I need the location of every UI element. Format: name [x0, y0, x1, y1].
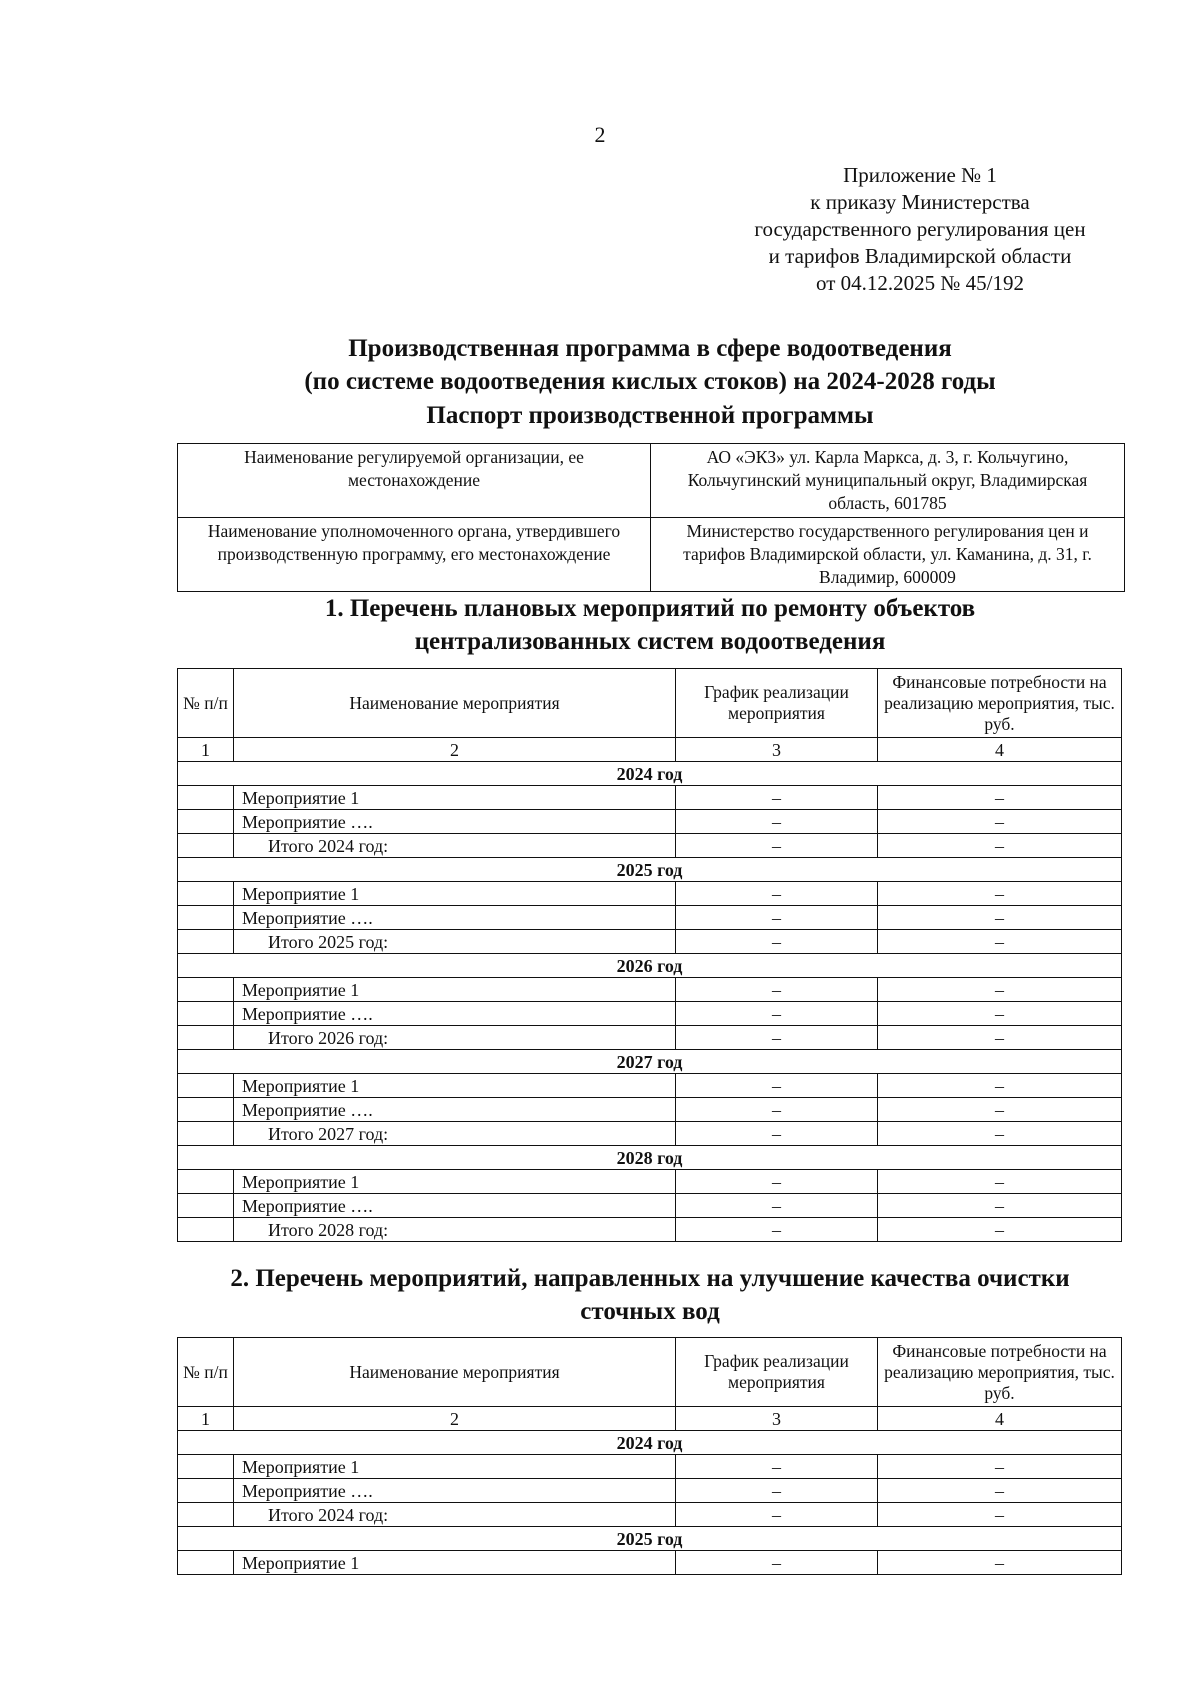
row-number [178, 1455, 234, 1479]
row-number [178, 1002, 234, 1026]
event-name: Мероприятие 1 [234, 1455, 676, 1479]
column-index: 2 [234, 738, 676, 762]
event-name: Мероприятие …. [234, 906, 676, 930]
passport-label: Наименование регулируемой организации, ее местонахождение [178, 444, 651, 518]
total-row [178, 1122, 1122, 1146]
event-schedule: – [676, 1479, 878, 1503]
year-label: 2028 год [178, 1146, 1122, 1170]
event-name: Мероприятие 1 [234, 1074, 676, 1098]
row-number [178, 1503, 234, 1527]
event-schedule: – [676, 786, 878, 810]
event-schedule: – [676, 1551, 878, 1575]
section-title-line: централизованных систем водоотведения [414, 628, 886, 655]
event-name: Итого 2028 год: [234, 1218, 676, 1242]
table-row [178, 882, 1122, 906]
passport-value: Министерство государственного регулирования цен и тарифов Владимирской области, ул. Каманина, д. 31, г. Владимир, 600009 [651, 518, 1125, 592]
section-1-table [177, 668, 1122, 1242]
event-finance: – [878, 1170, 1122, 1194]
event-name: Мероприятие …. [234, 1098, 676, 1122]
section-title-line: 1. Перечень плановых мероприятий по ремонту объектов [324, 595, 976, 622]
column-index: 3 [676, 1407, 878, 1431]
column-index: 4 [878, 738, 1122, 762]
event-name: Мероприятие …. [234, 1002, 676, 1026]
row-number [178, 1479, 234, 1503]
event-name: Мероприятие 1 [234, 1551, 676, 1575]
year-label: 2024 год [178, 1431, 1122, 1455]
page-number: 2 [594, 122, 606, 147]
table-row [178, 1170, 1122, 1194]
table-row [178, 1098, 1122, 1122]
event-finance: – [878, 930, 1122, 954]
event-schedule: – [676, 1122, 878, 1146]
year-row [178, 1431, 1122, 1455]
header-schedule: График реализации мероприятия [676, 669, 878, 738]
row-number [178, 810, 234, 834]
year-row [178, 858, 1122, 882]
appendix-line: государственного регулирования цен [754, 217, 1086, 241]
year-row [178, 1146, 1122, 1170]
year-label: 2025 год [178, 1527, 1122, 1551]
event-finance: – [878, 882, 1122, 906]
event-finance: – [878, 1218, 1122, 1242]
event-name: Мероприятие 1 [234, 978, 676, 1002]
table-row [178, 786, 1122, 810]
event-name: Итого 2026 год: [234, 1026, 676, 1050]
table-row [178, 810, 1122, 834]
row-number [178, 834, 234, 858]
column-index: 1 [178, 1407, 234, 1431]
event-finance: – [878, 1503, 1122, 1527]
year-row [178, 762, 1122, 786]
column-index: 4 [878, 1407, 1122, 1431]
document-title [0, 332, 1200, 398]
section-1-title [150, 592, 1150, 658]
event-name: Мероприятие …. [234, 1479, 676, 1503]
year-row [178, 1527, 1122, 1551]
event-name: Мероприятие 1 [234, 1170, 676, 1194]
header-finance: Финансовые потребности на реализацию мероприятия, тыс. руб. [878, 1338, 1122, 1407]
row-number [178, 1551, 234, 1575]
header-finance: Финансовые потребности на реализацию мероприятия, тыс. руб. [878, 669, 1122, 738]
section-2-table [177, 1337, 1122, 1575]
event-finance: – [878, 1479, 1122, 1503]
event-finance: – [878, 1194, 1122, 1218]
year-label: 2026 год [178, 954, 1122, 978]
appendix-line: и тарифов Владимирской области [768, 244, 1072, 268]
header-name: Наименование мероприятия [234, 1338, 676, 1407]
event-finance: – [878, 1122, 1122, 1146]
title-line: Производственная программа в сфере водоотведения [348, 335, 952, 362]
table-row [178, 906, 1122, 930]
table-row [178, 1551, 1122, 1575]
header-name: Наименование мероприятия [234, 669, 676, 738]
event-schedule: – [676, 1194, 878, 1218]
column-index: 2 [234, 1407, 676, 1431]
event-schedule: – [676, 1170, 878, 1194]
year-label: 2025 год [178, 858, 1122, 882]
column-index-row [178, 738, 1122, 762]
event-finance: – [878, 1098, 1122, 1122]
total-row [178, 1503, 1122, 1527]
event-finance: – [878, 1455, 1122, 1479]
year-label: 2027 год [178, 1050, 1122, 1074]
event-schedule: – [676, 906, 878, 930]
passport-label: Наименование уполномоченного органа, утвердившего производственную программу, его местонахождение [178, 518, 651, 592]
column-index-row [178, 1407, 1122, 1431]
event-schedule: – [676, 1098, 878, 1122]
event-finance: – [878, 834, 1122, 858]
total-row [178, 1026, 1122, 1050]
table-row [178, 1074, 1122, 1098]
row-number [178, 1218, 234, 1242]
event-finance: – [878, 1074, 1122, 1098]
row-number [178, 1098, 234, 1122]
year-row [178, 954, 1122, 978]
row-number [178, 978, 234, 1002]
event-finance: – [878, 1551, 1122, 1575]
appendix-line: от 04.12.2025 № 45/192 [815, 271, 1025, 295]
event-name: Мероприятие 1 [234, 786, 676, 810]
table-row [178, 1479, 1122, 1503]
passport-heading: Паспорт производственной программы [426, 402, 874, 429]
table-header-row [178, 1338, 1122, 1407]
event-schedule: – [676, 1026, 878, 1050]
year-row [178, 1050, 1122, 1074]
event-finance: – [878, 810, 1122, 834]
event-finance: – [878, 978, 1122, 1002]
row-number [178, 906, 234, 930]
event-finance: – [878, 906, 1122, 930]
event-schedule: – [676, 1002, 878, 1026]
event-schedule: – [676, 882, 878, 906]
event-name: Мероприятие 1 [234, 882, 676, 906]
passport-value: АО «ЭКЗ» ул. Карла Маркса, д. 3, г. Кольчугино, Кольчугинский муниципальный округ, Владимирская область, 601785 [651, 444, 1125, 518]
passport-row [178, 444, 1125, 518]
event-finance: – [878, 1002, 1122, 1026]
total-row [178, 930, 1122, 954]
event-schedule: – [676, 930, 878, 954]
section-title-line: 2. Перечень мероприятий, направленных на улучшение качества очистки [230, 1265, 1070, 1292]
appendix-block [720, 162, 1120, 297]
event-name: Итого 2027 год: [234, 1122, 676, 1146]
row-number [178, 1074, 234, 1098]
event-finance: – [878, 786, 1122, 810]
row-number [178, 1194, 234, 1218]
row-number [178, 1026, 234, 1050]
event-schedule: – [676, 810, 878, 834]
event-schedule: – [676, 1503, 878, 1527]
event-schedule: – [676, 1455, 878, 1479]
event-schedule: – [676, 1218, 878, 1242]
row-number [178, 1122, 234, 1146]
table-body [178, 1431, 1122, 1575]
event-schedule: – [676, 1074, 878, 1098]
event-schedule: – [676, 834, 878, 858]
table-body [178, 762, 1122, 1242]
appendix-line: к приказу Министерства [810, 190, 1030, 214]
section-title-line: сточных вод [580, 1298, 720, 1325]
section-2-title [150, 1262, 1150, 1328]
table-row [178, 1455, 1122, 1479]
header-num: № п/п [178, 1338, 234, 1407]
event-schedule: – [676, 978, 878, 1002]
event-name: Итого 2024 год: [234, 834, 676, 858]
total-row [178, 834, 1122, 858]
passport-row [178, 518, 1125, 592]
year-label: 2024 год [178, 762, 1122, 786]
row-number [178, 930, 234, 954]
total-row [178, 1218, 1122, 1242]
title-line: (по системе водоотведения кислых стоков) на 2024-2028 годы [304, 368, 996, 395]
event-name: Мероприятие …. [234, 810, 676, 834]
event-name: Мероприятие …. [234, 1194, 676, 1218]
table-row [178, 1002, 1122, 1026]
column-index: 3 [676, 738, 878, 762]
event-finance: – [878, 1026, 1122, 1050]
event-name: Итого 2025 год: [234, 930, 676, 954]
event-name: Итого 2024 год: [234, 1503, 676, 1527]
table-header-row [178, 669, 1122, 738]
table-row [178, 1194, 1122, 1218]
row-number [178, 786, 234, 810]
column-index: 1 [178, 738, 234, 762]
appendix-line: Приложение № 1 [843, 163, 997, 187]
row-number [178, 882, 234, 906]
row-number [178, 1170, 234, 1194]
table-row [178, 978, 1122, 1002]
header-num: № п/п [178, 669, 234, 738]
passport-table [177, 443, 1125, 592]
header-schedule: График реализации мероприятия [676, 1338, 878, 1407]
